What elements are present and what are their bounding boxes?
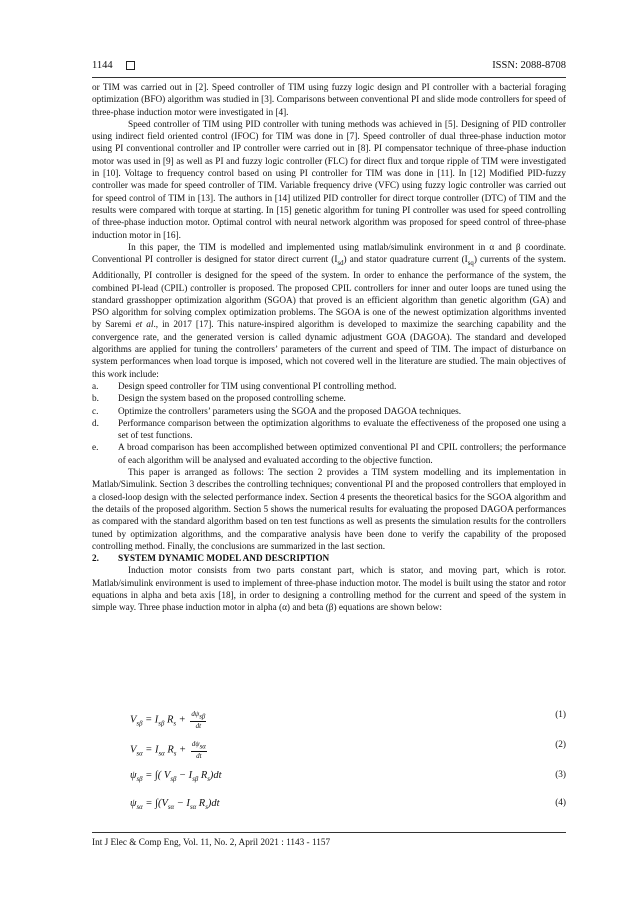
- list-item: c. Optimize the controllers’ parameters using the SGOA and the proposed DAGOA techniques.: [92, 406, 462, 417]
- footer-citation: Int J Elec & Comp Eng, Vol. 11, No. 2, April 2021 : 1143 - 1157: [92, 838, 331, 848]
- header-rule: [92, 77, 566, 78]
- paragraph-4: This paper is arranged as follows: The section 2 provides a TIM system modelling and its implementation in Matlab/Simulink. Section 3 describes the controlling techniques; conventional PI and the proposed controllers that employed in a closed-loop design with the selected performance index. Section 4 presents the theoretical basics for the SGOA algorithm and the details of the proposed algorithm. Section 5 shows the numerical results for evaluating the proposed DAGOA performances as compared with the standard algorithm based on ten test functions as well as presents the simulation results for the controllers tuned by optimization algorithms, and the comparative analysis have been done to verify the capability of the proposed controlling method. Finally, the conclusions are summarized in the last section.: [92, 468, 566, 552]
- paragraph-5: Induction motor consists from two parts constant part, which is stator, and moving part, which is rotor. Matlab/simulink environment is used to implement of three-phase induction motor. The model is built using the stator and rotor equations in alpha and beta axis [18], in order to designing a controlling method for the current and speed of the system in simple way. Three phase induction motor in alpha (α) and beta (β) equations are shown below:: [92, 566, 566, 614]
- equation-2: $V_{s\alpha} = I_{s\alpha}$ $R_s$ + $\frac{d\psi_{s\alpha}}{dt}$ (2): [130, 740, 566, 761]
- objectives-list: [92, 381, 566, 467]
- equation-1: $V_{s\beta} = I_{s\beta}$ $R_s$ + $\frac{d\psi_{s\beta}}{dt}$ (1): [130, 710, 566, 731]
- paragraph-2: Speed controller of TIM using PID controller with tuning methods was achieved in [5]. Designing of PID controller using indirect field oriented control (IFOC) for TIM was done in [7]. Speed controller of dual three-phase induction motor using PI conventional controller and IP controller were carried out in [8]. PI compensator technique of three-phase induction motor was used in [9] as well as PI and fuzzy logic controller (FLC) for direct flux and torque ripple of TIM were investigated in [10]. Voltage to frequency control based on using PI controller for TIM was done in [11]. In [12] Modified PID-fuzzy controller was made for speed controller of TIM. Variable frequency drive (VFC) using fuzzy logic controller was carried out for speed control of TIM in [13]. The authors in [14] utilized PID controller for direct torque controller (DTC) of TIM and the results were compared with torque at starting. In [15] genetic algorithm for tuning PI controller was used for speed controlling of three-phase induction motor. Optimal control with neural network algorithm was proposed for speed control of three-phase induction motor in [16].: [92, 119, 566, 241]
- equation-3: $\psi_{s\beta}$ = ∫( $V_{s\beta} - I_{s\beta}$ $R_s)dt$ (3): [130, 770, 566, 784]
- body-text: [92, 82, 566, 615]
- list-item: d. Performance comparison between the optimization algorithms to evaluate the effectiveness of the proposed one using a set of test functions.: [92, 418, 566, 442]
- footer-rule: [92, 832, 566, 833]
- page-number: 1144: [92, 60, 113, 71]
- section-heading: 2. SYSTEM DYNAMIC MODEL AND DESCRIPTION: [92, 554, 330, 565]
- paragraph-3: In this paper, the TIM is modelled and implemented using matlab/simulink environment in α and β coordinate. Conventional PI controller is designed for stator direct current $(I_{sd})$ and stator quadrature current $(I_{sq})$ currents of the system. Additionally, PI controller is designed for the speed of the system. In order to enhance the performance of the system, the combined PI-lead (CPIL) controller is proposed. The proposed CPIL controllers for inner and outer loops are tuned using the standard grasshopper optimization algorithm (SGOA) that proved is an efficient algorithm than genetic algorithm (GA) and PSO algorithm for solving complex optimization problems. The SGOA is one of the newest optimization algorithms invented by Saremi et al., in 2017 [17]. This nature-inspired algorithm is developed to maximize the searching capability and the convergence rate, and the generated version is called dynamic adjustment GOA (DAGOA). The standard and developed algorithms are applied for tuning the controllers’ parameters of the current and speed of TIM. The impact of disturbance on system performances when load torque is imposed, which not covered well in the literature are studied. The main objectives of this work include:: [92, 242, 567, 380]
- list-item: b. Design the system based on the proposed controlling scheme.: [92, 394, 346, 405]
- paragraph-1: or TIM was carried out in [2]. Speed controller of TIM using fuzzy logic design and PI controller with a bacterial foraging optimization (BFO) algorithm was studied in [3]. Comparisons between conventional PI and slide mode controllers for speed of three-phase induction motor were investigated in [4].: [92, 83, 566, 118]
- equation-4: $\psi_{s\alpha} = \int(V_{s\alpha} - I_{s\alpha}$ $R_s)dt$ (4): [130, 798, 566, 812]
- page-header: [92, 60, 566, 76]
- list-item: a. Design speed controller for TIM using conventional PI controlling method.: [92, 381, 397, 392]
- issn: ISSN: 2088-8708: [492, 60, 566, 71]
- square-icon: [126, 61, 135, 70]
- list-item: e. A broad comparison has been accomplished between optimized conventional PI and CPIL controllers; the performance of each algorithm will be analysed and evaluated according to the objective function.: [92, 443, 566, 466]
